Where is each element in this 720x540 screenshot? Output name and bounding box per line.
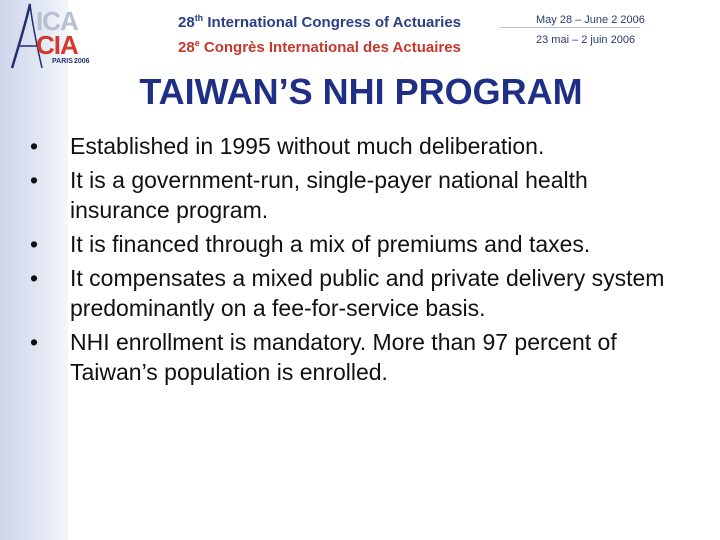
congress-number-en: 28 [178, 14, 195, 31]
congress-text-fr: Congrès International des Actuaires [203, 39, 461, 56]
bullet-text: Established in 1995 without much deliberation. [70, 133, 545, 159]
congress-name-french [178, 33, 508, 58]
bullet-text: NHI enrollment is mandatory. More than 97 percent of Taiwan’s population is enrolled. [70, 329, 617, 385]
congress-name-english [178, 8, 508, 33]
bullet-marker: • [29, 231, 39, 257]
bullet-item [24, 165, 684, 225]
congress-banner [178, 8, 508, 58]
bullet-marker: • [29, 265, 39, 291]
congress-number-fr: 28 [178, 39, 195, 56]
slide-title: TAIWAN’S NHI PROGRAM [139, 71, 583, 112]
dates-french: 23 mai – 2 juin 2006 [536, 34, 636, 46]
bullet-text: It is financed through a mix of premiums and taxes. [70, 231, 591, 257]
bullet-text: It compensates a mixed public and private delivery system predominantly on a fee-for-service basis. [70, 265, 665, 321]
bullet-item [24, 131, 684, 161]
logo-city: PARIS [52, 58, 73, 65]
bullet-marker: • [29, 133, 39, 159]
logo-year: 2006 [74, 58, 90, 65]
bullet-marker: • [29, 167, 39, 193]
bullet-text: It is a government-run, single-payer national health insurance program. [70, 167, 588, 223]
bullet-item [24, 327, 684, 387]
congress-suffix-fr: e [194, 38, 200, 48]
dates-english: May 28 – June 2 2006 [536, 14, 645, 26]
bullet-list [24, 131, 684, 391]
ica-logo [8, 2, 104, 72]
logo-text-cia: CIA [36, 30, 78, 60]
bullet-item [24, 229, 684, 259]
bullet-marker: • [29, 329, 39, 355]
congress-text-en: International Congress of Actuaries [207, 14, 462, 31]
bullet-item [24, 263, 684, 323]
congress-suffix-en: th [194, 13, 204, 23]
logo-text-ica: ICA [36, 6, 78, 36]
congress-dates [536, 10, 646, 50]
